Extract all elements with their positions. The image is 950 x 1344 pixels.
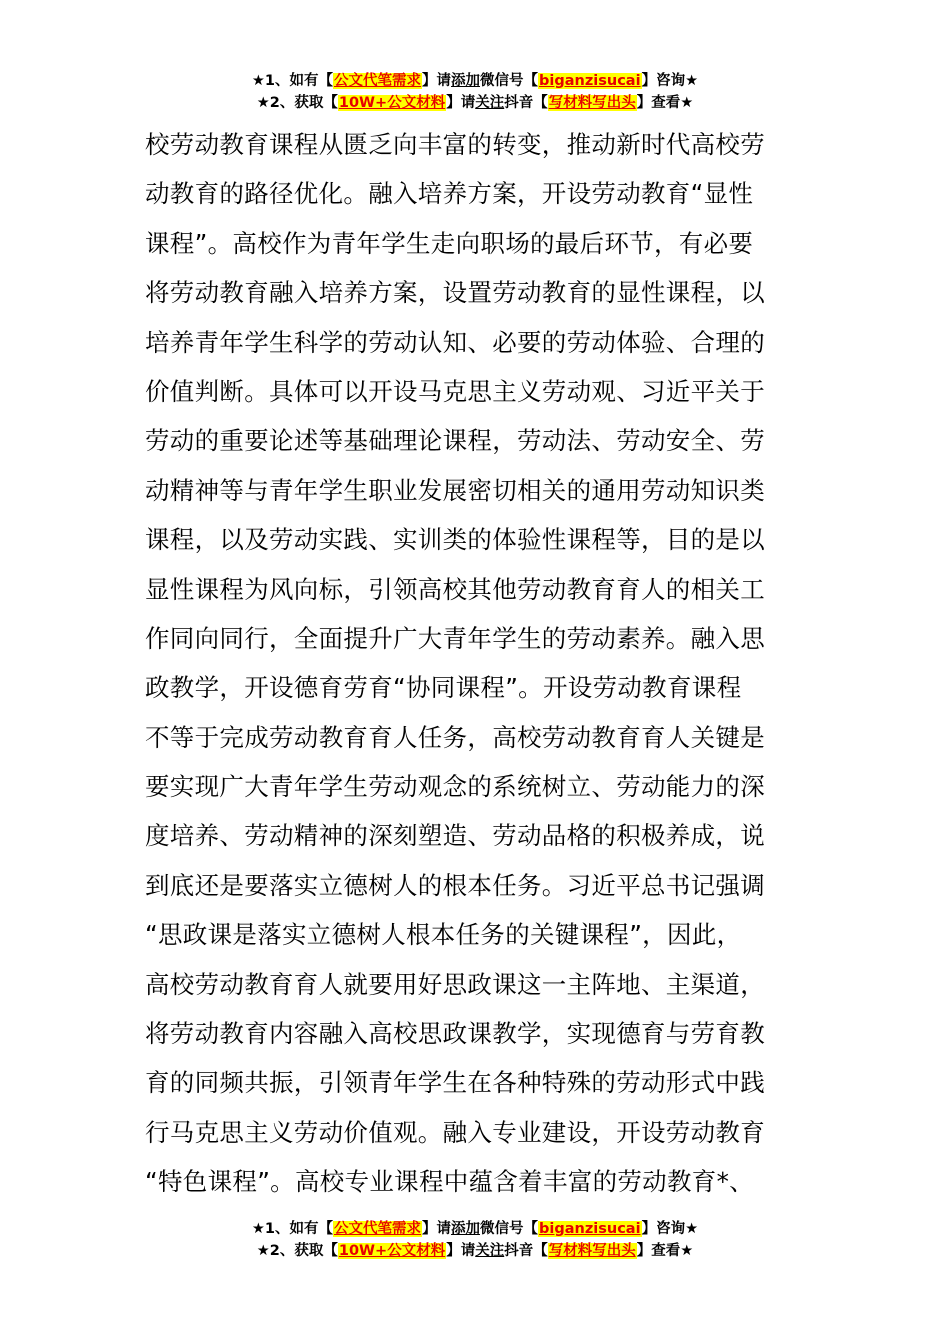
body-line: 到底还是要落实立德树人的根本任务。习近平总书记强调 [145, 870, 765, 900]
footer-line-1: ★1、如有【公文代笔需求】请添加微信号【biganzisucai】咨询★ [251, 1221, 699, 1237]
body-line: 显性课程为风向标，引领高校其他劳动教育育人的相关工 [145, 574, 765, 604]
footer-banner [0, 1218, 950, 1262]
body-line: 政教学，开设德育劳育“协同课程”。开设劳动教育课程 [145, 673, 742, 703]
document-body [145, 120, 810, 1207]
body-line: 高校劳动教育育人就要用好思政课这一主阵地、主渠道， [145, 969, 765, 999]
footer-highlight-materials: 10W+公文材料 [338, 1243, 446, 1259]
header-highlight-materials: 10W+公文材料 [338, 95, 446, 111]
header-highlight-wechat: biganzisucai [539, 73, 641, 89]
body-line: 行马克思主义劳动价值观。融入专业建设，开设劳动教育 [145, 1117, 765, 1147]
body-line: 培养青年学生科学的劳动认知、必要的劳动体验、合理的 [145, 327, 765, 357]
body-line: 将劳动教育融入培养方案，设置劳动教育的显性课程，以 [145, 278, 765, 308]
body-line: 价值判断。具体可以开设马克思主义劳动观、习近平关于 [145, 376, 765, 406]
body-line: 课程”。高校作为青年学生走向职场的最后环节，有必要 [145, 228, 754, 258]
header-highlight-service: 公文代笔需求 [334, 73, 422, 89]
body-line: “特色课程”。高校专业课程中蕴含着丰富的劳动教育*、 [145, 1167, 754, 1197]
body-line: 动精神等与青年学生职业发展密切相关的通用劳动知识类 [145, 475, 765, 505]
body-line: 劳动的重要论述等基础理论课程，劳动法、劳动安全、劳 [145, 426, 765, 456]
body-line: 作同向同行，全面提升广大青年学生的劳动素养。融入思 [145, 623, 765, 653]
body-line: 将劳动教育内容融入高校思政课教学，实现德育与劳育教 [145, 1019, 765, 1049]
body-line: 不等于完成劳动教育育人任务，高校劳动教育育人关键是 [145, 722, 765, 752]
body-line: 度培养、劳动精神的深刻塑造、劳动品格的积极养成，说 [145, 821, 765, 851]
body-line: 课程，以及劳动实践、实训类的体验性课程等，目的是以 [145, 525, 765, 555]
header-highlight-douyin: 写材料写出头 [548, 95, 636, 111]
body-line: “思政课是落实立德树人根本任务的关键课程”，因此， [145, 920, 742, 950]
header-banner [0, 70, 950, 114]
footer-highlight-douyin: 写材料写出头 [548, 1243, 636, 1259]
header-line-2: ★2、获取【10W+公文材料】请关注抖音【写材料写出头】查看★ [256, 95, 694, 111]
footer-line-2: ★2、获取【10W+公文材料】请关注抖音【写材料写出头】查看★ [256, 1243, 694, 1259]
body-line: 校劳动教育课程从匮乏向丰富的转变，推动新时代高校劳 [145, 130, 765, 159]
header-line-1: ★1、如有【公文代笔需求】请添加微信号【biganzisucai】咨询★ [251, 73, 699, 89]
body-line: 要实现广大青年学生劳动观念的系统树立、劳动能力的深 [145, 772, 765, 802]
footer-highlight-wechat: biganzisucai [539, 1221, 641, 1237]
body-line: 育的同频共振，引领青年学生在各种特殊的劳动形式中践 [145, 1068, 765, 1098]
body-line: 动教育的路径优化。融入培养方案，开设劳动教育“显性 [145, 179, 754, 209]
footer-highlight-service: 公文代笔需求 [334, 1221, 422, 1237]
